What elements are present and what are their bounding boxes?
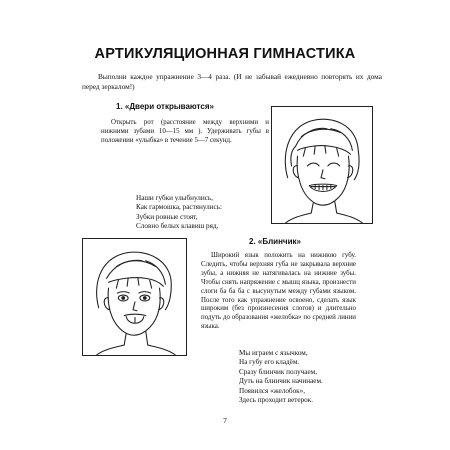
poem-line: Здесь проходит ветерок. xyxy=(239,396,314,405)
poem-line: Сразу блинчик получаем, xyxy=(239,367,318,376)
exercise-2-text: Широкий язык положить на нижнюю губу. Следить, чтобы верхняя губа не закрывала верхние зубы, а нижняя не натягивалась на нижние зубы. Чтобы снять напряжение с мышц языка, произнести слоги ба ба ба с высунутым между губами языком. После того как упражнение освоено, сделать язык широким (без произнесения слогов) и длительно подуть до образования «желобка» по средней линии языка. xyxy=(201,252,356,331)
child-face-smile-icon xyxy=(272,107,372,223)
child-face-tongue-icon xyxy=(83,239,186,355)
smiling-child-illustration xyxy=(271,106,373,224)
poem-line: Словно белых клавиш ряд. xyxy=(136,222,219,231)
page-title: АРТИКУЛЯЦИОННАЯ ГИМНАСТИКА xyxy=(94,46,356,62)
poem-line: Зубки ровные стоят, xyxy=(136,212,198,221)
exercise-2-poem xyxy=(239,349,323,405)
intro-paragraph: Выполни каждое упражнение 3—4 раза. (И не забывай ежедневно повторять их дома перед зеркалом!) xyxy=(82,72,382,92)
exercise-2-heading: 2. «Блинчик» xyxy=(249,237,301,246)
page-number: 7 xyxy=(223,416,227,425)
blinchik-child-illustration xyxy=(82,238,187,356)
poem-line: Как гармошка, растянулись: xyxy=(136,203,222,212)
poem-line: Наши губки улыбнулись, xyxy=(136,194,213,202)
exercise-1-heading: 1. «Двери открываются» xyxy=(116,102,214,111)
poem-line: Мы играем с язычком, xyxy=(239,349,308,357)
exercise-1-poem xyxy=(136,194,222,232)
exercise-1-text: Открыть рот (расстояние между верхними и нижними зубами 10—15 мм ). Удерживать губы в положении «улыбка» в течение 5—7 секунд. xyxy=(101,119,269,144)
poem-line: Дуть на блинчик начинаем. xyxy=(239,377,323,386)
poem-line: На губу его кладём. xyxy=(239,358,300,367)
poem-line: Появился «желобок», xyxy=(239,386,306,395)
